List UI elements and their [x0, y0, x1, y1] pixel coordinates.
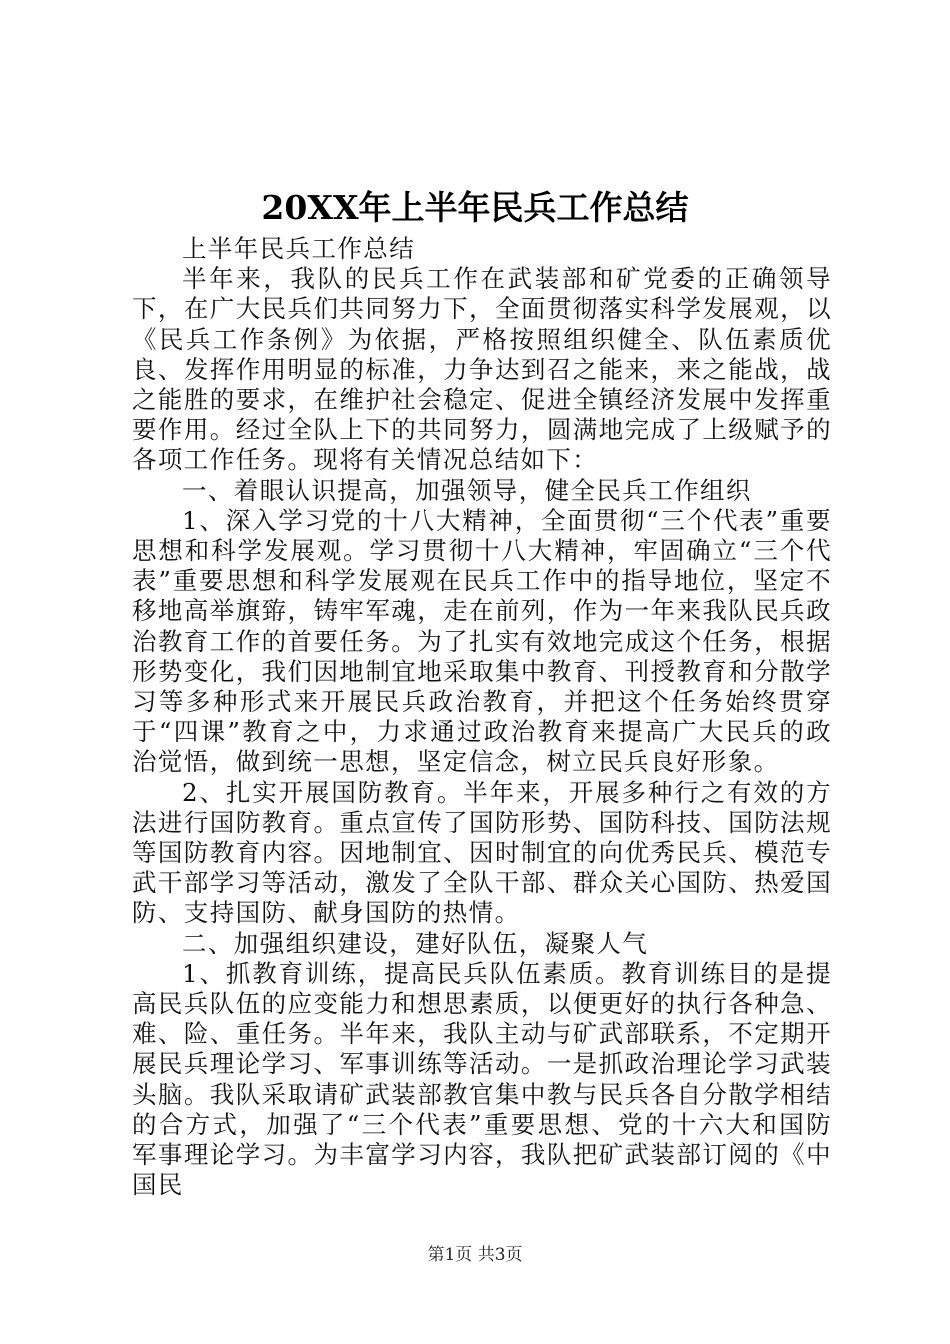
document-body: [132, 234, 832, 1201]
paragraph-intro: 半年来，我队的民兵工作在武装部和矿党委的正确领导下，在广大民兵们共同努力下，全面贯彻落实科学发展观，以《民兵工作条例》为依据，严格按照组织健全、队伍素质优良、发挥作用明显的标准，力争达到召之能来，来之能战，战之能胜的要求，在维护社会稳定、促进全镇经济发展中发挥重要作用。经过全队上下的共同努力，圆满地完成了上级赋予的各项工作任务。现将有关情况总结如下：: [132, 264, 832, 475]
paragraph-1-2: 2、扎实开展国防教育。半年来，开展多种行之有效的方法进行国防教育。重点宣传了国防形势、国防科技、国防法规等国防教育内容。因地制宜、因时制宜的向优秀民兵、模范专武干部学习等活动，激发了全队干部、群众关心国防、热爱国防、支持国防、献身国防的热情。: [132, 777, 832, 928]
paragraph-1-1: 1、深入学习党的十八大精神，全面贯彻“三个代表”重要思想和科学发展观。学习贯彻十八大精神，牢固确立“三个代表”重要思想和科学发展观在民兵工作中的指导地位，坚定不移地高举旗臶，铸牢军魂，走在前列，作为一年来我队民兵政治教育工作的首要任务。为了扎实有效地完成这个任务，根据形势变化，我们因地制宜地采取集中教育、刊授教育和分散学习等多种形式来开展民兵政治教育，并把这个任务始终贯穿于“四课”教育之中，力求通过政治教育来提高广大民兵的政治觉悟，做到统一思想，坚定信念，树立民兵良好形象。: [132, 505, 832, 777]
page-footer: 第1页 共3页: [427, 1245, 523, 1265]
paragraph-2-1: 1、抓教育训练，提高民兵队伍素质。教育训练目的是提高民兵队伍的应变能力和想思素质，以便更好的执行各种急、难、险、重任务。半年来，我队主动与矿武部联系，不定期开展民兵理论学习、军事训练等活动。一是抓政治理论学习武装头脑。我队采取请矿武装部教官集中教与民兵各自分散学相结的合方式，加强了“三个代表”重要思想、党的十六大和国防军事理论学习。为丰富学习内容，我队把矿武装部订阅的《中国民: [132, 958, 832, 1200]
section-heading-2: 二、加强组织建设，建好队伍，凝聚人气: [182, 928, 649, 958]
paragraph-subtitle: 上半年民兵工作总结: [182, 234, 416, 263]
section-heading-1: 一、着眼认识提高，加强领导，健全民兵工作组织: [182, 475, 752, 505]
document-title: 20XX年上半年民兵工作总结: [261, 188, 689, 227]
